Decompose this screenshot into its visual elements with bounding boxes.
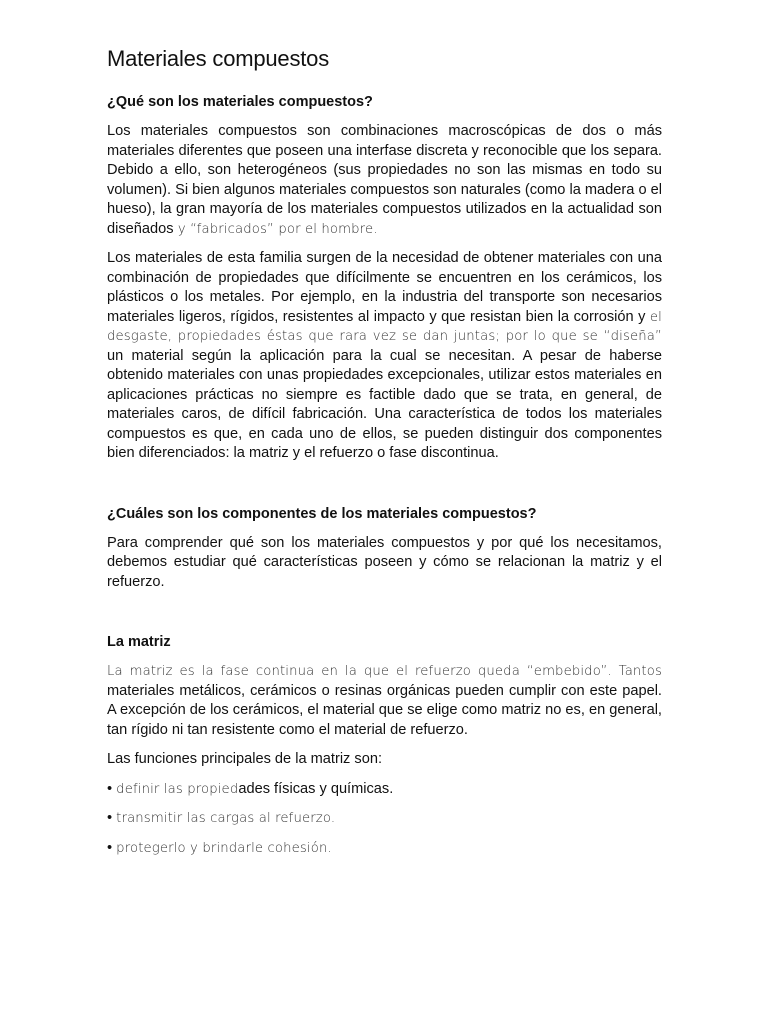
paragraph-definition (107, 122, 662, 239)
paragraph-definition-text: Los materiales compuestos son combinaciones macroscópicas de dos o más materiales diferentes que poseen una interfase discreta y reconocible que los separa. Debido a ello, son heterogéneos (sus propiedades no son las mismas en todo su volumen). Si bien algunos materiales compuestos son naturales (como la madera o el hueso), la gran mayoría de los materiales compuestos utilizados en la actualidad son diseñados (107, 123, 662, 237)
paragraph-origin-part1: Los materiales de esta familia surgen de la necesidad de obtener materiales con una combinación de propiedades que difícilmente se encuentren en los cerámicos, los plásticos o los metales. Por ejemplo, en la industria del transporte son necesarios materiales ligeros, rígidos, resistentes al impacto y que resistan bien la corrosión y (107, 250, 662, 325)
paragraph-matrix-part2: materiales metálicos, cerámicos o resinas orgánicas pueden cumplir con este papel. A excepción de los cerámicos, el material que se elige como matriz no es, en general, tan rígido ni tan resistente como el material de refuerzo. (107, 682, 662, 738)
section-heading-components: ¿Cuáles son los componentes de los materiales compuestos? (107, 505, 537, 522)
document-page (107, 44, 662, 858)
list-item (107, 809, 662, 829)
paragraph-origin-part2: el desgaste, propiedades éstas que rara vez se dan juntas; por lo que se “diseña” (107, 309, 662, 344)
list-item (107, 780, 662, 800)
bullet-mark: • (107, 780, 117, 797)
bullet-text-light: definir las propied (116, 781, 239, 797)
paragraph-origin-part3: un material según la aplicación para la cual se necesitan. A pesar de haberse obtenido materiales con unas propiedades excepcionales, utilizar estos materiales en aplicaciones prácticas no siempre es factible dado que se trata, en general, de materiales caros, de difícil fabricación. Una característica de todos los materiales compuestos es que, en cada uno de ellos, se pueden distinguir dos componentes bien diferenciados: la matriz y el refuerzo o fase discontinua. (107, 347, 662, 461)
paragraph-matrix (107, 662, 662, 740)
bullet-mark: • (107, 810, 117, 826)
paragraph-definition-tail: y “fabricados” por el hombre. (173, 221, 378, 237)
bullet-text-light: transmitir las cargas al refuerzo. (116, 811, 336, 826)
list-item (107, 839, 662, 859)
document-title: Materiales compuestos (107, 46, 330, 71)
bullet-text-light: protegerlo y brindarle cohesión. (116, 840, 332, 856)
bullet-text: ades físicas y químicas. (238, 780, 394, 797)
paragraph-functions-intro: Las funciones principales de la matriz son: (107, 751, 382, 767)
section-heading-what-are: ¿Qué son los materiales compuestos? (107, 94, 373, 110)
paragraph-origin (107, 249, 662, 464)
paragraph-components: Para comprender qué son los materiales compuestos y por qué los necesitamos, debemos estudiar qué características poseen y cómo se relacionan la matriz y el refuerzo. (107, 534, 662, 590)
paragraph-matrix-part1: La matriz es la fase continua en la que el refuerzo queda “embebido”. Tantos (107, 664, 662, 679)
section-heading-matrix: La matriz (107, 634, 171, 650)
bullet-mark: • (107, 839, 117, 856)
